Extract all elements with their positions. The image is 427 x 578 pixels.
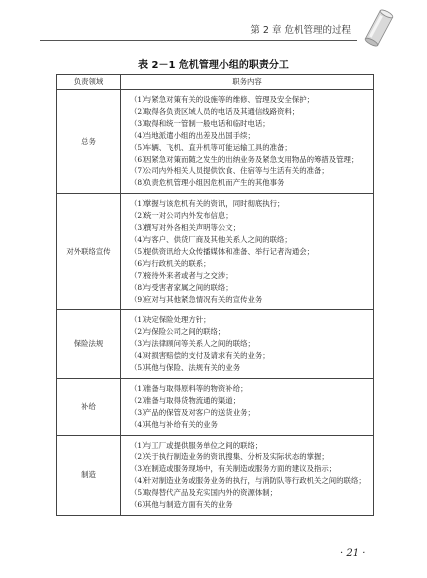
duty-item-text: 提供资讯给大众传播媒体和准备、举行记者沟通会； <box>144 246 314 256</box>
duty-item-text: 取得和统一管制一般电话和临时电话； <box>144 118 270 128</box>
duty-item <box>130 154 373 166</box>
duty-item-text: 公司内外相关人员提供饮食、住宿等与生活有关的准备； <box>144 166 329 176</box>
duty-item <box>130 499 373 511</box>
duty-item-number: （5） <box>130 246 150 256</box>
duty-item-text: 与紧急对策有关的设施等的维修、管理及安全保护； <box>144 95 314 104</box>
table-row <box>57 378 374 435</box>
duty-item <box>130 419 373 431</box>
duty-item-number: （5） <box>130 488 150 498</box>
duty-item-number: （4） <box>130 351 150 361</box>
duty-item <box>130 198 373 210</box>
duty-item-text: 与保险公司之间的联络； <box>144 327 226 337</box>
duty-item <box>130 395 373 407</box>
duty-item-text: 与工厂或提供服务单位之间的联络； <box>144 440 263 450</box>
duty-item-number: （4） <box>130 130 150 140</box>
duty-item-number: （2） <box>130 452 150 462</box>
duty-item-number: （4） <box>130 476 150 486</box>
header-rule <box>40 40 357 41</box>
duty-item-number: （6） <box>130 154 150 164</box>
duty-item-number: （8） <box>130 178 150 188</box>
table-row <box>57 310 374 379</box>
duty-item <box>130 326 373 338</box>
duty-item-text: 取得各负责区域人员的电话及其通信线路资料； <box>144 106 300 116</box>
duty-item-text: 关于执行制造业务的资讯搜集、分析及实际状态的掌握； <box>144 452 329 462</box>
table-row <box>57 90 374 194</box>
duty-list-cell <box>121 194 374 310</box>
duty-item-text: 其他与制造方面有关的业务 <box>144 500 233 510</box>
duty-item <box>130 338 373 350</box>
duty-item-number: （3） <box>130 339 150 349</box>
duty-item-number: （2） <box>130 106 150 116</box>
table-row <box>57 194 374 310</box>
duty-item-text: 其他与保险、法规有关的业务 <box>144 363 241 373</box>
duty-item-text: 其他与补给有关的业务 <box>144 419 218 429</box>
duty-item-text: 应对与其他紧急情况有关的宣传业务 <box>144 294 263 304</box>
duty-item-number: （1） <box>130 383 150 393</box>
duty-list-cell <box>121 90 374 194</box>
duty-item <box>130 383 373 395</box>
duty-item-number: （3） <box>130 464 150 474</box>
duty-item <box>130 487 373 499</box>
duty-item-number: （7） <box>130 270 150 280</box>
duty-item-number: （6） <box>130 500 150 510</box>
scroll-icon <box>361 8 397 48</box>
area-cell: 补给 <box>57 378 121 435</box>
duty-item <box>130 362 373 374</box>
duty-list-cell <box>121 435 374 515</box>
duty-item-number: （9） <box>130 294 150 304</box>
duty-item-number: （4） <box>130 234 150 244</box>
column-header-area: 负责领域 <box>57 75 121 90</box>
duty-item-text: 负责危机管理小组因危机而产生的其他事务 <box>144 178 285 188</box>
duty-list-cell <box>121 378 374 435</box>
duty-item-number: （2） <box>130 211 150 221</box>
duty-item-text: 当地派遣小组的出差及出国手续； <box>144 130 255 140</box>
duty-item-number: （7） <box>130 166 150 176</box>
duty-item-number: （8） <box>130 282 150 292</box>
duty-item-text: 与法律顾问等关系人之间的联络； <box>144 339 255 349</box>
area-cell: 制造 <box>57 435 121 515</box>
table-header-row <box>57 75 374 90</box>
duty-item-text: 准备与取得原料等的物资补给； <box>144 383 248 393</box>
duty-item <box>130 451 373 463</box>
page-number: · 21 · <box>340 548 366 559</box>
duty-item-text: 针对制造业务或服务业务的执行，与消防队等行政机关之间的联络； <box>144 476 366 486</box>
duty-item-text: 准备与取得货物流通的渠道； <box>144 395 241 405</box>
duty-item <box>130 282 373 294</box>
area-cell: 总务 <box>57 90 121 194</box>
duty-item <box>130 294 373 306</box>
duty-item-text: 在制造或服务现场中，有关制造或服务方面的建议及指示； <box>144 464 337 474</box>
duty-item-number: （1） <box>130 199 150 209</box>
duty-item-text: 撰写对外各相关声明等公文； <box>144 223 241 233</box>
duty-item-number: （5） <box>130 363 150 373</box>
duty-item <box>130 106 373 118</box>
table-body <box>57 90 374 516</box>
duty-item <box>130 210 373 222</box>
duty-item-number: （2） <box>130 327 150 337</box>
duty-item-text: 产品的保管及对客户的送货业务； <box>144 407 255 417</box>
duty-item <box>130 440 373 452</box>
duty-item-text: 与客户、供货厂商及其他关系人之间的联络； <box>144 234 292 244</box>
duty-item-text: 对损害赔偿的支付及请求有关的业务； <box>144 351 270 361</box>
duty-item <box>130 463 373 475</box>
area-cell: 保险法规 <box>57 310 121 379</box>
duty-table <box>56 74 374 516</box>
column-header-duty: 职务内容 <box>121 75 374 90</box>
duty-item <box>130 142 373 154</box>
duty-item-number: （3） <box>130 407 150 417</box>
duty-item-number: （1） <box>130 315 150 325</box>
duty-item <box>130 177 373 189</box>
duty-item-text: 统一对公司内外发布信息； <box>144 211 233 221</box>
duty-item <box>130 314 373 326</box>
duty-item-number: （4） <box>130 419 150 429</box>
duty-item <box>130 165 373 177</box>
duty-item-text: 决定保险处理方针； <box>144 315 211 325</box>
duty-item-text: 车辆、飞机、直升机等可能运输工具的准备； <box>144 142 292 152</box>
duty-item <box>130 350 373 362</box>
table-row <box>57 435 374 515</box>
duty-item-text: 与受害者家属之间的联络； <box>144 282 233 292</box>
duty-item-text: 掌握与该危机有关的资讯，同时彻底执行； <box>144 199 285 209</box>
duty-item-number: （3） <box>130 223 150 233</box>
duty-item-text: 因紧急对策而随之发生的出纳业务及紧急支用物品的筹措及管理； <box>144 154 359 164</box>
duty-item <box>130 258 373 270</box>
page-header <box>40 14 385 44</box>
duty-item-text: 与行政机关的联系； <box>144 258 211 268</box>
duty-item <box>130 222 373 234</box>
duty-item <box>130 270 373 282</box>
duty-item <box>130 407 373 419</box>
duty-item <box>130 130 373 142</box>
duty-item-number: （2） <box>130 395 150 405</box>
duty-item <box>130 234 373 246</box>
duty-item-number: （1） <box>130 95 150 104</box>
duty-item <box>130 118 373 130</box>
duty-item-number: （5） <box>130 142 150 152</box>
table-title: 表 2－1 危机管理小组的职责分工 <box>138 60 289 71</box>
area-cell: 对外联络宣传 <box>57 194 121 310</box>
duty-item <box>130 246 373 258</box>
duty-item-text: 取得替代产品及充实国内外的资源体制； <box>144 488 278 498</box>
duty-item <box>130 475 373 487</box>
duty-item-number: （6） <box>130 258 150 268</box>
duty-item-number: （3） <box>130 118 150 128</box>
chapter-heading: 第 2 章 危机管理的过程 <box>250 25 351 36</box>
duty-item-text: 接待外来者或者与之交涉； <box>144 270 233 280</box>
duty-item-number: （1） <box>130 440 150 450</box>
duty-list-cell <box>121 310 374 379</box>
duty-item <box>130 94 373 106</box>
